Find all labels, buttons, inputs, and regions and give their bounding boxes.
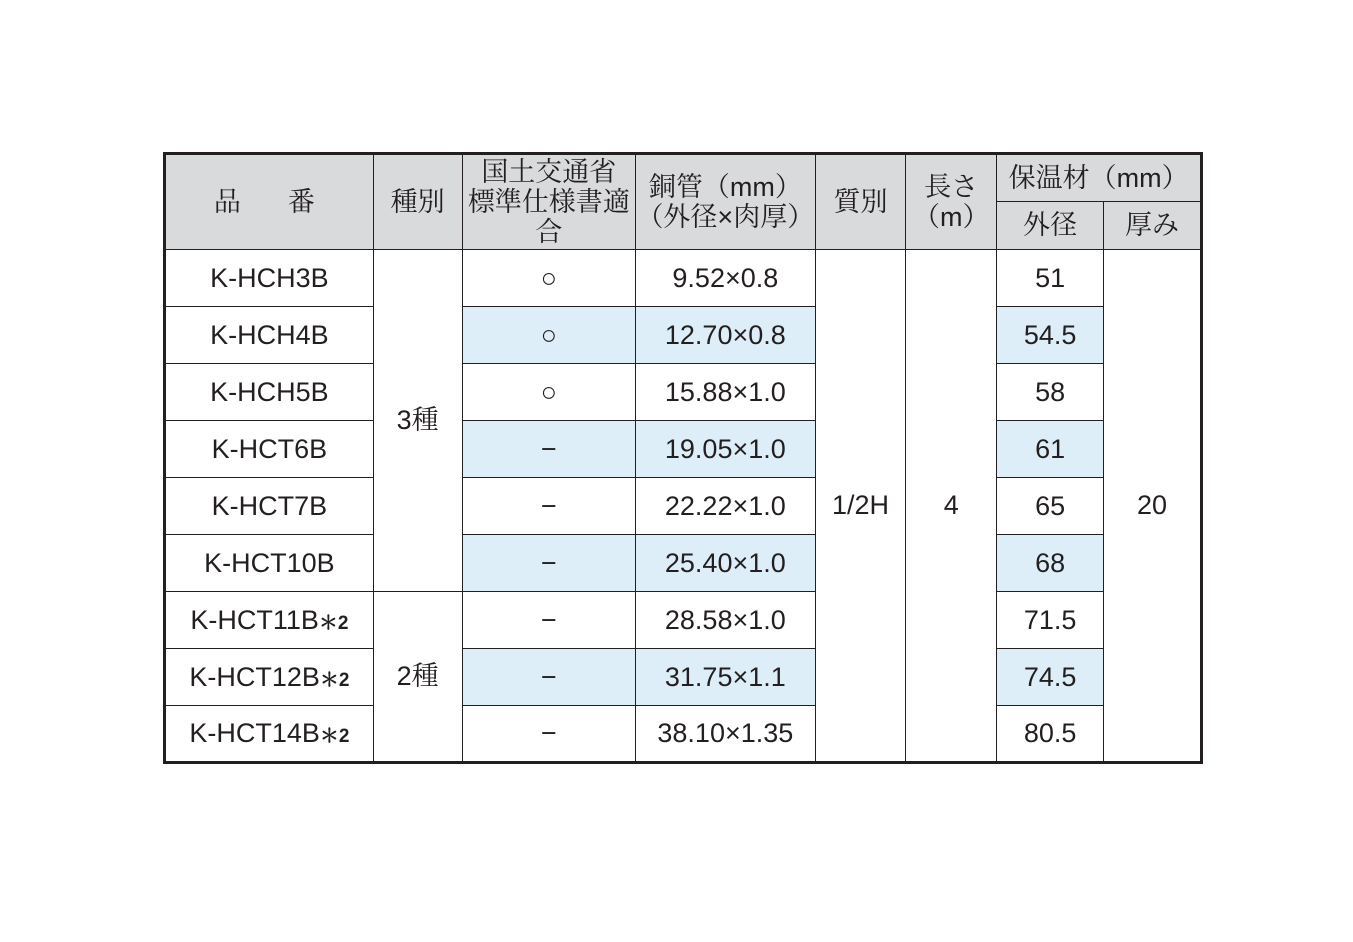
cell-product-no: K-HCH4B	[165, 307, 374, 364]
header-row-1	[165, 154, 1202, 202]
cell-mlit-compliance: ○	[462, 364, 636, 421]
cell-insulation-outer-dia: 61	[997, 421, 1104, 478]
cell-copper-pipe: 12.70×0.8	[636, 307, 816, 364]
mlit-header-line2: 標準仕様書適合	[467, 186, 630, 248]
cell-product-no: K-HCT10B	[165, 535, 374, 592]
copper-pipe-header-line1: 銅管（mm）	[648, 171, 802, 202]
column-header-product-no: 品 番	[165, 154, 374, 250]
table-body	[165, 250, 1202, 763]
cell-copper-pipe: 19.05×1.0	[636, 421, 816, 478]
column-header-length	[906, 154, 997, 250]
length-header-line1: 長さ	[924, 171, 979, 202]
cell-product-no: K-HCH5B	[165, 364, 374, 421]
cell-product-no: K-HCT7B	[165, 478, 374, 535]
cell-insulation-outer-dia: 71.5	[997, 592, 1104, 649]
cell-mlit-compliance: −	[462, 478, 636, 535]
cell-copper-pipe: 38.10×1.35	[636, 706, 816, 763]
column-header-insulation: 保温材（mm）	[997, 154, 1202, 202]
cell-copper-pipe: 28.58×1.0	[636, 592, 816, 649]
table-row	[165, 364, 1202, 421]
cell-insulation-outer-dia: 74.5	[997, 649, 1104, 706]
product-spec-table	[163, 152, 1203, 764]
spec-table-container	[163, 152, 1203, 764]
cell-insulation-outer-dia: 65	[997, 478, 1104, 535]
cell-mlit-compliance: −	[462, 592, 636, 649]
table-row	[165, 706, 1202, 763]
table-row	[165, 307, 1202, 364]
cell-insulation-outer-dia: 58	[997, 364, 1104, 421]
cell-mlit-compliance: −	[462, 649, 636, 706]
column-header-insulation-thickness: 厚み	[1104, 202, 1202, 250]
cell-product-no: K-HCT6B	[165, 421, 374, 478]
table-row	[165, 421, 1202, 478]
cell-product-no: K-HCT11B＊2	[165, 592, 374, 649]
table-row	[165, 250, 1202, 307]
cell-product-no: K-HCT12B＊2	[165, 649, 374, 706]
column-header-insulation-outer-dia: 外径	[997, 202, 1104, 250]
cell-mlit-compliance: −	[462, 421, 636, 478]
cell-insulation-outer-dia: 51	[997, 250, 1104, 307]
cell-mlit-compliance: ○	[462, 307, 636, 364]
table-header	[165, 154, 1202, 250]
length-header-line2: （m）	[913, 202, 990, 232]
cell-mlit-compliance: −	[462, 535, 636, 592]
cell-copper-pipe: 22.22×1.0	[636, 478, 816, 535]
cell-temper-value: 1/2H	[815, 250, 906, 763]
cell-insulation-thickness: 20	[1104, 250, 1202, 763]
cell-copper-pipe: 25.40×1.0	[636, 535, 816, 592]
table-row	[165, 592, 1202, 649]
table-row	[165, 649, 1202, 706]
cell-product-no: K-HCH3B	[165, 250, 374, 307]
cell-copper-pipe: 9.52×0.8	[636, 250, 816, 307]
mlit-header-line1: 国土交通省	[481, 156, 617, 187]
cell-insulation-outer-dia: 68	[997, 535, 1104, 592]
cell-mlit-compliance: ○	[462, 250, 636, 307]
column-header-kind: 種別	[373, 154, 462, 250]
column-header-copper-pipe	[636, 154, 816, 250]
cell-insulation-outer-dia: 54.5	[997, 307, 1104, 364]
copper-pipe-header-line2: （外径×肉厚）	[636, 202, 815, 232]
cell-copper-pipe: 15.88×1.0	[636, 364, 816, 421]
cell-insulation-outer-dia: 80.5	[997, 706, 1104, 763]
cell-length-value: 4	[906, 250, 997, 763]
cell-copper-pipe: 31.75×1.1	[636, 649, 816, 706]
table-row	[165, 535, 1202, 592]
column-header-temper: 質別	[815, 154, 906, 250]
table-row	[165, 478, 1202, 535]
column-header-mlit-compliance	[462, 154, 636, 250]
cell-kind-group-2: 2種	[373, 592, 462, 763]
cell-product-no: K-HCT14B＊2	[165, 706, 374, 763]
cell-kind-group-3: 3種	[373, 250, 462, 592]
cell-mlit-compliance: −	[462, 706, 636, 763]
